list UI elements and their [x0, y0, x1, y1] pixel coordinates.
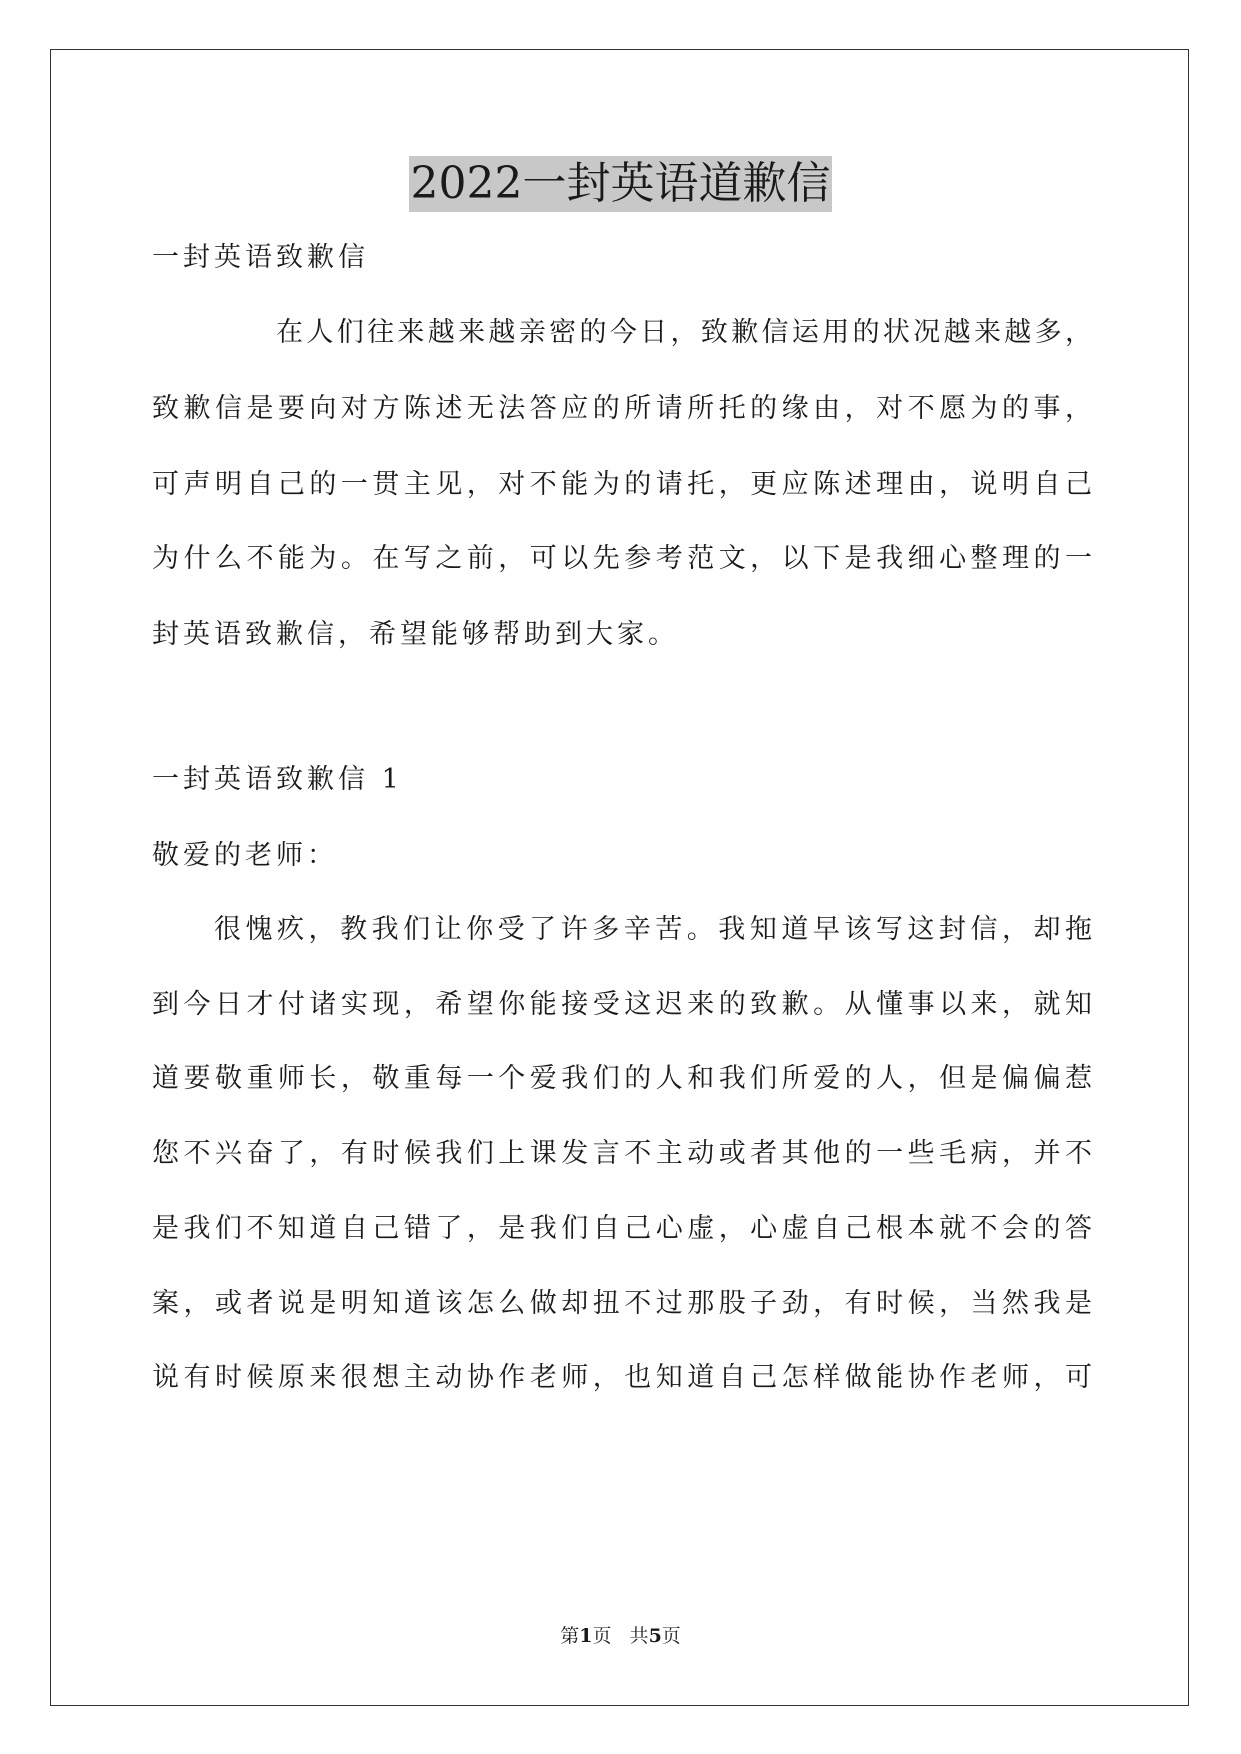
intro-line-4: 为什么不能为。在写之前，可以先参考范文，以下是我细心整理的一: [152, 543, 1092, 574]
footer-prefix: 第: [560, 1625, 580, 1647]
title-container: [0, 156, 1241, 212]
footer-total-pages: 5: [648, 1625, 662, 1647]
section-heading-2: 一封英语致歉信 1: [152, 764, 403, 795]
page-border: [50, 49, 1189, 1706]
body-line-2: 到今日才付诸实现，希望你能接受这迟来的致歉。从懂事以来，就知: [152, 989, 1092, 1020]
document-title: 2022一封英语道歉信: [409, 156, 833, 212]
intro-line-3: 可声明自己的一贯主见，对不能为的请托，更应陈述理由，说明自己: [152, 469, 1092, 500]
body-line-7: 说有时候原来很想主动协作老师，也知道自己怎样做能协作老师，可: [152, 1362, 1092, 1393]
intro-line-2: 致歉信是要向对方陈述无法答应的所请所托的缘由，对不愿为的事，: [152, 393, 1092, 424]
salutation: 敬爱的老师：: [152, 840, 338, 871]
body-line-3: 道要敬重师长，敬重每一个爱我们的人和我们所爱的人，但是偏偏惹: [152, 1063, 1092, 1094]
page-footer: [0, 1624, 1241, 1648]
body-line-6: 案，或者说是明知道该怎么做却扭不过那股子劲，有时候，当然我是: [152, 1288, 1092, 1319]
footer-mid: 页 共: [592, 1625, 649, 1647]
footer-page-number: 1: [579, 1625, 593, 1647]
intro-line-1: 在人们往来越来越亲密的今日，致歉信运用的状况越来越多，: [276, 317, 1092, 348]
body-line-5: 是我们不知道自己错了，是我们自己心虚，心虚自己根本就不会的答: [152, 1213, 1092, 1244]
intro-line-5: 封英语致歉信，希望能够帮助到大家。: [152, 619, 679, 650]
section-heading-1: 一封英语致歉信: [152, 242, 369, 273]
body-line-4: 您不兴奋了，有时候我们上课发言不主动或者其他的一些毛病，并不: [152, 1138, 1092, 1169]
footer-suffix: 页: [661, 1625, 681, 1647]
body-line-1: 很愧疚，教我们让你受了许多辛苦。我知道早该写这封信，却拖: [214, 914, 1092, 945]
